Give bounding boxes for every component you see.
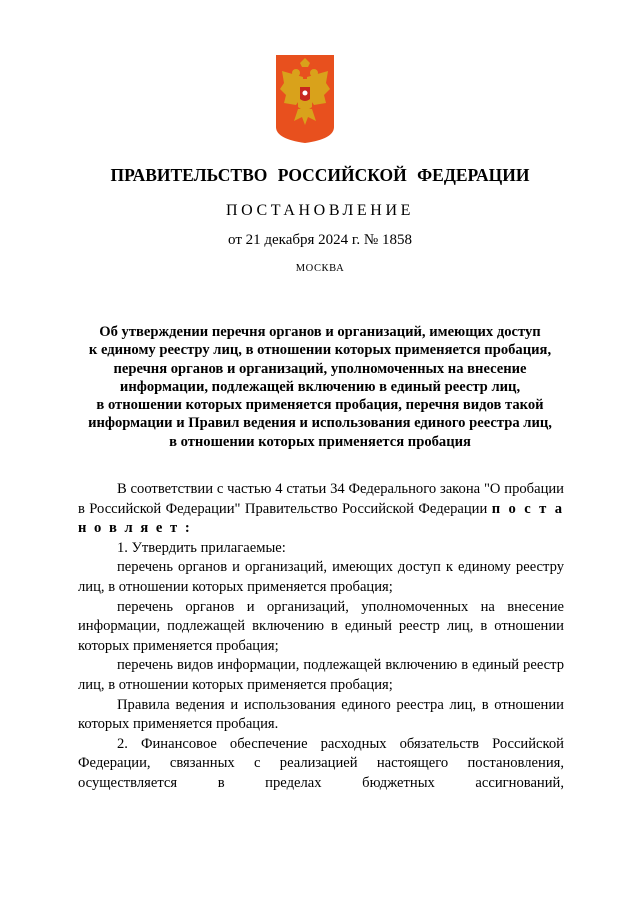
item-2: 2. Финансовое обеспечение расходных обязательств Российской Федерации, связанных с реализацией настоящего постановления, осуществляется в пределах бюджетных ассигнований, [78, 735, 564, 791]
item-1-list-entry: перечень органов и организаций, имеющих доступ к единому реестру лиц, в отношении которых применяется пробация; [78, 559, 564, 595]
title-line: в отношении которых применяется пробация [169, 433, 471, 450]
document-title [60, 323, 580, 451]
government-name: ПРАВИТЕЛЬСТВО РОССИЙСКОЙ ФЕДЕРАЦИИ [110, 165, 530, 185]
coat-of-arms-icon [276, 55, 334, 143]
intro-paragraph [78, 480, 564, 539]
item-1-list-entry: Правила ведения и использования единого реестра лиц, в отношении которых применяется пробация. [78, 696, 564, 733]
item-1: 1. Утвердить прилагаемые: [117, 539, 286, 556]
title-line: информации и Правил ведения и использования единого реестра лиц, [88, 415, 552, 432]
intro-text: В соответствии с частью 4 статьи 34 Федерального закона "О пробации в Российской Федерации" Правительство Российской Федерации [78, 481, 564, 517]
title-line: перечня органов и организаций, уполномоченных на внесение [113, 360, 527, 377]
document-body [78, 480, 564, 794]
item-1-list-entry: перечень органов и организаций, уполномоченных на внесение информации, подлежащей включению в единый реестр лиц, в отношении которых применяется пробация; [78, 598, 564, 654]
title-line: Об утверждении перечня органов и организаций, имеющих доступ [99, 324, 541, 340]
title-line: к единому реестру лиц, в отношении которых применяется пробация, [88, 342, 552, 359]
title-line: информации, подлежащей включению в единый реестр лиц, [119, 378, 521, 395]
city: МОСКВА [295, 263, 345, 274]
date-and-number: от 21 декабря 2024 г. № 1858 [228, 232, 412, 248]
item-1-list-entry: перечень видов информации, подлежащей включению в единый реестр лиц, в отношении которых применяется пробация; [78, 657, 564, 693]
document-type: ПОСТАНОВЛЕНИЕ [226, 202, 414, 219]
title-line: в отношении которых применяется пробация, перечня видов такой [96, 397, 544, 414]
resolves-word: п о с т а н о в л я е т : [78, 500, 564, 537]
